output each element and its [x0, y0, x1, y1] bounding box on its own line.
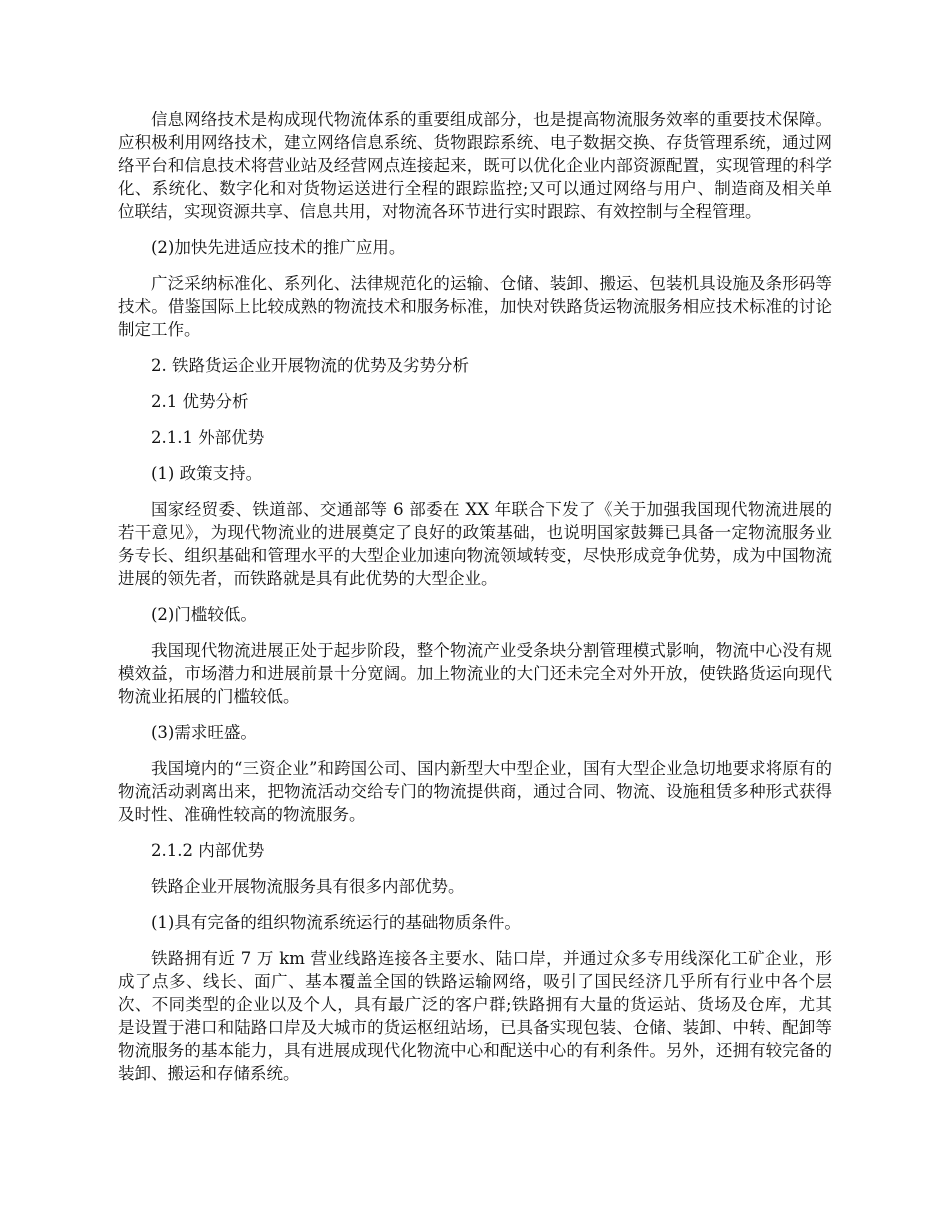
paragraph-railway-network: 铁路拥有近 7 万 km 营业线路连接各主要水、陆口岸，并通过众多专用线深化工矿企业，形成了点多、线长、面广、基本覆盖全国的铁路运输网络，吸引了国民经济几乎所有行业中各个层次、不同类型的企业以及个人，具有最广泛的客户群;铁路拥有大量的货运站、货场及仓库，尤其是设置于港口和陆路口岸及大城市的货运枢纽站场，已具备实现包装、仓储、装卸、中转、配卸等物流服务的基本能力，具有进展成现代化物流中心和配送中心的有利条件。另外，还拥有较完备的装卸、搬运和存储系统。	[118, 949, 832, 1083]
heading-section-2-1: 2.1 优势分析	[151, 392, 249, 411]
paragraph-internal-advantages-intro: 铁路企业开展物流服务具有很多内部优势。	[151, 877, 465, 896]
paragraph-strong-demand: 我国境内的“三资企业”和跨国公司、国内新型大中型企业，国有大型企业急切地要求将原有的物流活动剥离出来，把物流活动交给专门的物流提供商，通过合同、物流、设施租赁多种形式获得及时性、准确性较高的物流服务。	[118, 759, 832, 824]
heading-section-2-1-2: 2.1.2 内部优势	[151, 841, 265, 860]
paragraph-network-tech: 信息网络技术是构成现代物流体系的重要组成部分，也是提高物流服务效率的重要技术保障。应积极利用网络技术，建立网络信息系统、货物跟踪系统、电子数据交换、存货管理系统，通过网络平台和信息技术将营业站及经营网点连接起来，既可以优化企业内部资源配置，实现管理的科学化、系统化、数字化和对货物运送进行全程的跟踪监控;又可以通过网络与用户、制造商及相关单位联结，实现资源共享、信息共用，对物流各环节进行实时跟踪、有效控制与全程管理。	[118, 110, 832, 221]
heading-section-2-1-1: 2.1.1 外部优势	[151, 428, 265, 447]
paragraph-low-threshold: 我国现代物流进展正处于起步阶段，整个物流产业受条块分割管理模式影响，物流中心没有规模效益，市场潜力和进展前景十分宽阔。加上物流业的大门还未完全对外开放，使铁路货运向现代物流业拓展的门槛较低。	[118, 641, 832, 706]
heading-section-2: 2. 铁路货运企业开展物流的优势及劣势分析	[151, 356, 469, 375]
heading-policy-support: (1) 政策支持。	[151, 464, 263, 483]
heading-material-conditions: (1)具有完备的组织物流系统运行的基础物质条件。	[151, 913, 521, 932]
paragraph-policy-support: 国家经贸委、铁道部、交通部等 6 部委在 XX 年联合下发了《关于加强我国现代物流进展的若干意见》，为现代物流业的进展奠定了良好的政策基础，也说明国家鼓舞已具备一定物流服务业务专长、组织基础和管理水平的大型企业加速向物流领域转变，尽快形成竞争优势，成为中国物流进展的领先者，而铁路就是具有此优势的大型企业。	[118, 500, 832, 588]
paragraph-standardization: 广泛采纳标准化、系列化、法律规范化的运输、仓储、装卸、搬运、包装机具设施及条形码等技术。借鉴国际上比较成熟的物流技术和服务标准，加快对铁路货运物流服务相应技术标准的讨论制定工作。	[118, 274, 832, 339]
heading-low-threshold: (2)门槛较低。	[151, 605, 257, 624]
heading-strong-demand: (3)需求旺盛。	[151, 723, 257, 742]
heading-tech-promotion: (2)加快先进适应技术的推广应用。	[151, 238, 406, 257]
